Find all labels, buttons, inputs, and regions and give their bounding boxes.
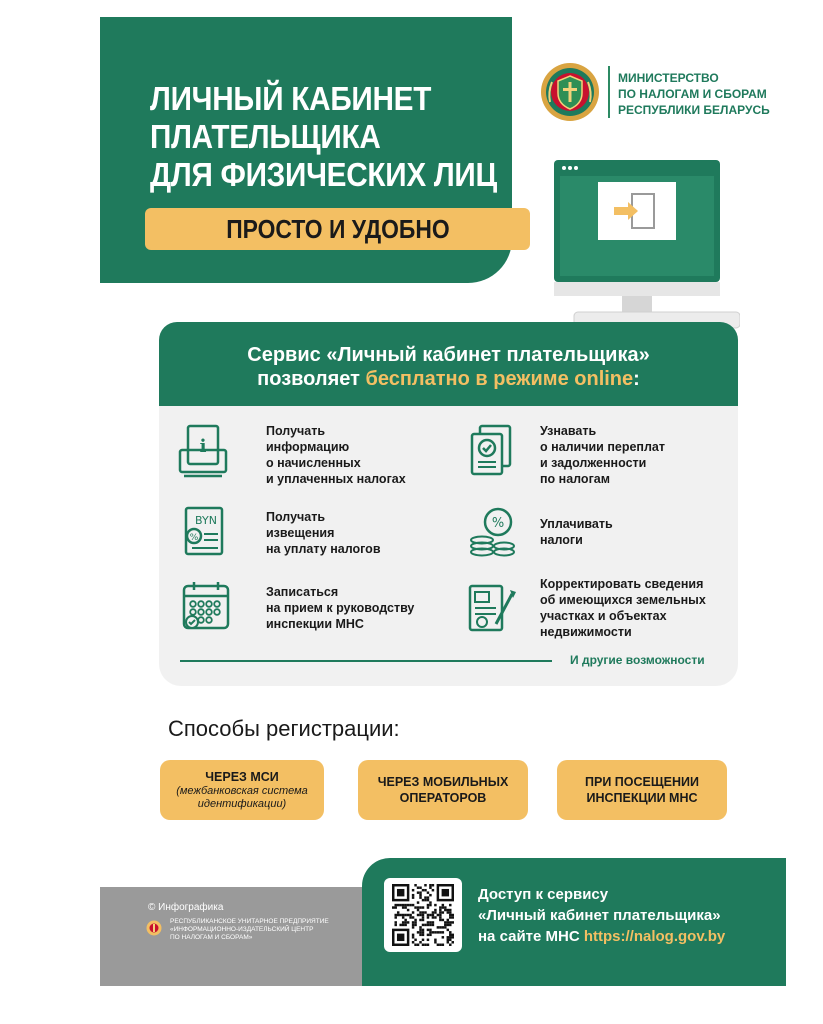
ministry-name: МИНИСТЕРСТВО ПО НАЛОГАМ И СБОРАМ РЕСПУБЛИКИ БЕЛАРУСЬ (618, 71, 770, 117)
tagline-badge (145, 208, 530, 250)
infographic-credit: © Инфографика (148, 902, 224, 913)
service-title: Сервис «Личный кабинет плательщика» (247, 344, 650, 366)
svg-text:BYN: BYN (195, 514, 217, 527)
registration-title: Способы регистрации: (168, 716, 400, 741)
service-highlight: бесплатно в режиме online (365, 368, 634, 390)
more-features-text: И другие возможности (570, 653, 705, 667)
feature-make-appointment: Записаться на прием к руководству инспекции МНС (266, 585, 415, 631)
service-subtitle: позволяет бесплатно в режиме online: (257, 368, 640, 390)
registration-msi: ЧЕРЕЗ МСИ (межбанковская система идентификации) (160, 760, 324, 820)
ministry-emblem-icon (540, 62, 600, 122)
qr-code-icon (392, 884, 454, 946)
ministry-divider (608, 66, 610, 118)
publisher-name: РЕСПУБЛИКАНСКОЕ УНИТАРНОЕ ПРЕДПРИЯТИЕ «ИНФОРМАЦИОННО-ИЗДАТЕЛЬСКИЙ ЦЕНТР ПО НАЛОГАМ И СБОРАМ» (170, 918, 329, 941)
svg-text:i: i (199, 436, 207, 457)
byn-notice-icon (178, 506, 230, 562)
page-title: ЛИЧНЫЙ КАБИНЕТ ПЛАТЕЛЬЩИКА ДЛЯ ФИЗИЧЕСКИХ ЛИЦ (150, 80, 497, 193)
registration-mobile-operators: ЧЕРЕЗ МОБИЛЬНЫХ ОПЕРАТОРОВ (358, 760, 528, 820)
publisher-logo-icon (146, 920, 162, 936)
access-text: Доступ к сервису «Личный кабинет плательщика» на сайте МНС https://nalog.gov.by (478, 886, 726, 945)
features-divider (180, 660, 552, 662)
computer-login-icon (550, 158, 740, 330)
tagline-text: ПРОСТО И УДОБНО (225, 213, 450, 244)
svg-text:%: % (189, 533, 199, 543)
registration-inspection-visit: ПРИ ПОСЕЩЕНИИ ИНСПЕКЦИИ МНС (557, 760, 727, 820)
feature-get-notices: Получать извещения на уплату налогов (266, 510, 381, 556)
info-document-icon (178, 424, 230, 480)
svg-text:%: % (491, 516, 505, 531)
feature-correct-property: Корректировать сведения об имеющихся земельных участках и объектах недвижимости (540, 577, 706, 639)
calendar-icon (180, 580, 232, 636)
qr-code[interactable] (384, 878, 462, 952)
land-plan-icon (466, 580, 518, 636)
percent-coins-icon (466, 506, 518, 562)
feature-check-balance: Узнавать о наличии переплат и задолженности по налогам (540, 424, 665, 486)
feature-pay-taxes: Уплачивать налоги (540, 517, 613, 547)
service-header (159, 322, 738, 406)
website-link[interactable]: https://nalog.gov.by (583, 928, 726, 945)
checked-document-icon (466, 424, 518, 480)
feature-get-info: Получать информацию о начисленных и уплаченных налогах (266, 424, 406, 486)
